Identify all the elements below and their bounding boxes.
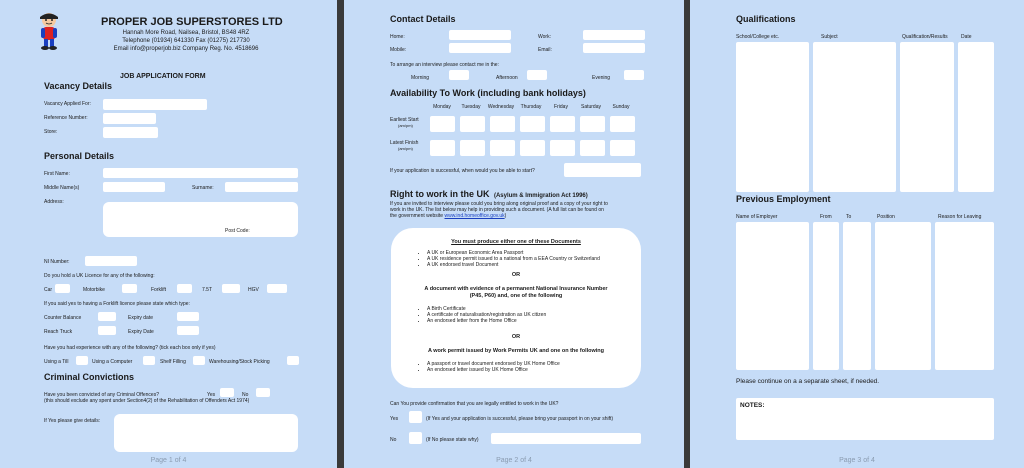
page-3 [690, 0, 1024, 468]
rtw-intro-1: If you are invited to interview please could you bring along original proof and a copy of your right to [390, 201, 608, 207]
evening-label: Evening [592, 75, 611, 81]
documents-box [391, 228, 641, 388]
form-title: JOB APPLICATION FORM [120, 73, 206, 80]
must-produce-heading: You must produce either one of these Documents [451, 239, 581, 245]
reference-input[interactable] [103, 113, 156, 124]
shelf-checkbox[interactable] [193, 356, 205, 365]
home-phone-input[interactable] [449, 30, 511, 40]
documents-list-3 [427, 361, 560, 373]
morning-label: Morning [411, 75, 430, 81]
criminal-yes-label: Yes [207, 392, 216, 398]
middle-names-input[interactable] [103, 182, 165, 192]
criminal-question: Have you been convicted of any Criminal Offences? [44, 392, 159, 398]
reach-truck-checkbox[interactable] [98, 326, 116, 335]
expiry2-input[interactable] [177, 326, 199, 335]
vacancy-applied-label: Vacancy Applied For: [44, 101, 91, 107]
latest-saturday-input[interactable] [580, 140, 605, 156]
or-divider-1: OR [511, 272, 521, 278]
address-label: Address: [44, 199, 64, 205]
emp-employer-input[interactable] [736, 222, 809, 370]
rtw-yes-note: (If Yes and your application is successful, please bring your passport in on your shift) [426, 416, 614, 422]
vacancy-applied-input[interactable] [103, 99, 207, 110]
latest-friday-input[interactable] [550, 140, 575, 156]
t75-label: 7.5T [202, 287, 213, 293]
car-label: Car [44, 287, 53, 293]
emp-reason-input[interactable] [935, 222, 994, 370]
work-label: Work: [538, 34, 551, 40]
emp-col-position: Position [877, 214, 895, 220]
latest-monday-input[interactable] [430, 140, 455, 156]
home-label: Home: [390, 34, 405, 40]
day-label-sunday: Sunday [612, 104, 630, 110]
emp-col-reason: Reason for Leaving [938, 214, 982, 220]
interview-label: To arrange an interview please contact me in the: [390, 62, 499, 68]
reference-label: Reference Number: [44, 115, 88, 121]
warehousing-label: Warehousing/Stock Picking [209, 359, 270, 365]
emp-to-input[interactable] [843, 222, 871, 370]
criminal-details-input[interactable] [114, 414, 298, 452]
emp-col-employer: Name of Employer [736, 214, 778, 220]
shelf-label: Shelf Filling [160, 359, 186, 365]
first-name-label: First Name: [44, 171, 70, 177]
criminal-no-label: No [242, 392, 249, 398]
or-divider-2: OR [511, 334, 521, 340]
block2-line-a: A document with evidence of a permanent National Insurance Number [424, 286, 608, 292]
day-label-monday: Monday [433, 104, 451, 110]
continue-note: Please continue on a a separate sheet, if needed. [736, 378, 880, 385]
rtw-intro-3: the government website [390, 213, 444, 219]
qual-col-date: Date [961, 34, 972, 40]
latest-thursday-input[interactable] [520, 140, 545, 156]
experience-question: Have you had experience with any of the following? (tick each box only if yes) [44, 345, 216, 351]
earliest-monday-input[interactable] [430, 116, 455, 132]
car-checkbox[interactable] [55, 284, 70, 293]
morning-checkbox[interactable] [449, 70, 469, 80]
emp-col-from: From [820, 214, 832, 220]
latest-sub: (am/pm) [398, 146, 413, 151]
criminal-heading: Criminal Convictions [44, 372, 135, 382]
forklift-label: Forklift [151, 287, 166, 293]
computer-label: Using a Computer [92, 359, 133, 365]
first-name-input[interactable] [103, 168, 298, 178]
forklift-checkbox[interactable] [177, 284, 192, 293]
day-label-saturday: Saturday [580, 104, 601, 110]
company-phone: Telephone (01934) 641330 Fax (01275) 217730 [122, 38, 250, 44]
day-label-tuesday: Tuesday [461, 104, 481, 110]
list-item: • A UK residence permit issued to a national from a EEA Country or Switzerland [427, 256, 600, 262]
expiry1-label: Expiry date [128, 315, 154, 321]
qual-date-input[interactable] [958, 42, 994, 192]
company-address: Hannah More Road, Nailsea, Bristol, BS48 4RZ [122, 30, 250, 36]
page-number: Page 2 of 4 [496, 457, 532, 464]
latest-wednesday-input[interactable] [490, 140, 515, 156]
page-number: Page 3 of 4 [839, 457, 875, 464]
evening-checkbox[interactable] [624, 70, 644, 80]
earliest-tuesday-input[interactable] [460, 116, 485, 132]
reach-truck-label: Reach Truck [44, 329, 73, 335]
notes-box[interactable] [736, 398, 994, 440]
rtw-no-label: No [390, 437, 397, 443]
counter-balance-label: Counter Balance [44, 315, 82, 321]
emp-col-to: To [846, 214, 852, 220]
store-label: Store: [44, 129, 58, 135]
list-item: • A certificate of naturalisation/registration as UK citizen [427, 312, 546, 318]
list-item: • A UK endorsed travel Document [427, 262, 600, 268]
store-input[interactable] [103, 127, 158, 138]
documents-list-2 [427, 306, 546, 324]
page-1 [0, 0, 337, 468]
qual-col-results: Qualification/Results [902, 34, 948, 40]
rtw-intro-3-end: ) [504, 213, 507, 219]
hgv-label: HGV [248, 287, 259, 293]
motorbike-label: Motorbike [83, 287, 105, 293]
earliest-thursday-input[interactable] [520, 116, 545, 132]
rtw-no-checkbox[interactable] [409, 432, 422, 444]
rtw-intro-2: work in the UK. The list below may help in providing such a document. (A full list can be found on [390, 207, 604, 213]
earliest-label: Earliest Start [390, 117, 419, 123]
counter-balance-checkbox[interactable] [98, 312, 116, 321]
confirm-question: Can You provide confirmation that you are legally entitled to work in the UK? [390, 401, 559, 407]
qual-subject-input[interactable] [813, 42, 896, 192]
latest-sunday-input[interactable] [610, 140, 635, 156]
expiry1-input[interactable] [177, 312, 199, 321]
expiry2-label: Expiry Date [128, 329, 154, 335]
availability-heading: Availability To Work (including bank holidays) [390, 88, 586, 98]
block3-line: A work permit issued by Work Permits UK and one on the following [427, 348, 605, 354]
hgv-checkbox[interactable] [267, 284, 287, 293]
rtw-yes-label: Yes [390, 416, 399, 422]
list-item: • A UK or European Economic Area Passport [427, 250, 600, 256]
block2-line-b: (P45, P60) and, one of the following [469, 293, 563, 299]
motorbike-checkbox[interactable] [122, 284, 137, 293]
earliest-sub: (am/pm) [398, 123, 413, 128]
qual-col-subject: Subject [821, 34, 838, 40]
surname-input[interactable] [225, 182, 298, 192]
list-item: • A Birth Certificate [427, 306, 546, 312]
mobile-label: Mobile: [390, 47, 407, 53]
earliest-wednesday-input[interactable] [490, 116, 515, 132]
page-2 [344, 0, 684, 468]
rtw-heading-sub: (Asylum & Immigration Act 1996) [493, 193, 588, 199]
latest-label: Latest Finish [390, 140, 419, 146]
email-label: Email: [538, 47, 552, 53]
documents-list-1 [427, 250, 600, 268]
middle-names-label: Middle Name(s) [44, 185, 80, 191]
mobile-input[interactable] [449, 43, 511, 53]
mascot-logo [34, 10, 64, 50]
rtw-intro-3-line [390, 213, 506, 219]
start-date-input[interactable] [564, 163, 641, 177]
forklift-question: If you said yes to having a Forklift licence please state which type: [44, 301, 190, 307]
rtw-no-reason-input[interactable] [491, 433, 641, 444]
qual-col-school: School/College etc. [736, 34, 780, 40]
rtw-heading: Right to work in the UK [390, 189, 490, 199]
qualifications-heading: Qualifications [736, 14, 796, 24]
latest-tuesday-input[interactable] [460, 140, 485, 156]
qual-school-input[interactable] [736, 42, 809, 192]
emp-from-input[interactable] [813, 222, 839, 370]
list-item: • A passport or travel document endorsed by UK Home Office [427, 361, 560, 367]
notes-label: NOTES: [740, 402, 765, 409]
earliest-friday-input[interactable] [550, 116, 575, 132]
surname-label: Surname: [192, 185, 214, 191]
emp-position-input[interactable] [875, 222, 931, 370]
email-input[interactable] [583, 43, 645, 53]
rtw-heading-line [390, 184, 588, 202]
list-item: • An endorsed letter issued by UK Home Office [427, 367, 560, 373]
earliest-saturday-input[interactable] [580, 116, 605, 132]
licence-question: Do you hold a UK Licence for any of the following: [44, 273, 155, 279]
day-label-thursday: Thursday [520, 104, 542, 110]
post-code-label: Post Code: [225, 228, 250, 234]
ni-number-input[interactable] [85, 256, 137, 266]
afternoon-checkbox[interactable] [527, 70, 547, 80]
personal-heading: Personal Details [44, 151, 115, 161]
work-phone-input[interactable] [583, 30, 645, 40]
criminal-details-label: If Yes please give details: [44, 418, 101, 424]
list-item: • An endorsed letter from the Home Office [427, 318, 546, 324]
warehousing-checkbox[interactable] [287, 356, 299, 365]
day-label-wednesday: Wednesday [487, 104, 515, 110]
qual-results-input[interactable] [900, 42, 954, 192]
employment-heading: Previous Employment [736, 194, 831, 204]
criminal-note: (this should exclude any spent under Section4(2) of the Rehabilitation of Offenders Act 1974) [44, 398, 250, 404]
homeoffice-link[interactable]: www.ind.homeoffice.gov.uk [444, 213, 505, 219]
computer-checkbox[interactable] [143, 356, 155, 365]
criminal-yes-checkbox[interactable] [220, 388, 234, 397]
page-number: Page 1 of 4 [150, 457, 187, 464]
address-input[interactable] [103, 202, 298, 237]
ni-number-label: NI Number: [44, 259, 70, 265]
t75-checkbox[interactable] [222, 284, 240, 293]
day-label-friday: Friday [554, 104, 568, 110]
start-question: If your application is successful, when would you be able to start? [390, 168, 535, 174]
earliest-sunday-input[interactable] [610, 116, 635, 132]
vacancy-heading: Vacancy Details [44, 81, 113, 91]
till-checkbox[interactable] [76, 356, 88, 365]
criminal-no-checkbox[interactable] [256, 388, 270, 397]
contact-heading: Contact Details [390, 14, 456, 24]
till-label: Using a Till [44, 359, 69, 365]
afternoon-label: Afternoon [496, 75, 518, 81]
company-name: PROPER JOB SUPERSTORES LTD [101, 16, 283, 28]
rtw-yes-checkbox[interactable] [409, 411, 422, 423]
rtw-no-note: (If No please state why) [426, 437, 479, 443]
company-email: Email info@properjob.biz Company Reg. No. 4518696 [113, 46, 259, 52]
